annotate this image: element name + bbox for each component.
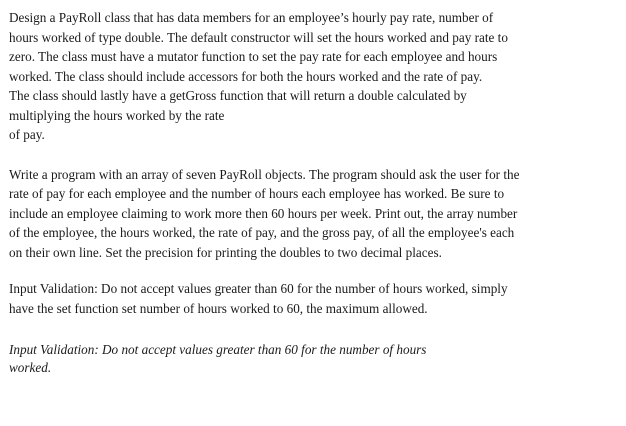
paragraph-class-description <box>9 8 621 145</box>
text-line: The class should lastly have a getGross function that will return a double calculated by <box>9 88 467 103</box>
text-line: Write a program with an array of seven PayRoll objects. The program should ask the user for the <box>9 166 520 182</box>
document-body <box>9 8 621 377</box>
paragraph-input-validation-italic <box>9 341 621 377</box>
text-line: of pay. <box>9 127 45 142</box>
text-line: of the employee, the hours worked, the rate of pay, and the gross pay, of all the employee's each <box>9 225 515 240</box>
text-line: hours worked of type double. The default constructor will set the hours worked and pay rate to <box>9 29 508 45</box>
text-line: worked. <box>9 360 52 375</box>
text-line: Input Validation: Do not accept values greater than 60 for the number of hours worked, simply <box>9 281 508 296</box>
text-line: worked. The class should include accessors for both the hours worked and the rate of pay. <box>9 68 483 84</box>
paragraph-program-description <box>9 165 621 263</box>
text-line: rate of pay for each employee and the number of hours each employee has worked. Be sure to <box>9 186 505 201</box>
paragraph-input-validation <box>9 279 621 318</box>
text-line: multiplying the hours worked by the rate <box>9 107 225 123</box>
text-line: have the set function set number of hours worked to 60, the maximum allowed. <box>9 300 428 316</box>
text-line: on their own line. Set the precision for printing the doubles to two decimal places. <box>9 244 442 260</box>
text-line: include an employee claiming to work more then 60 hours per week. Print out, the array number <box>9 205 518 221</box>
text-line: Input Validation: Do not accept values greater than 60 for the number of hours <box>9 342 427 357</box>
text-line: Design a PayRoll class that has data members for an employee’s hourly pay rate, number of <box>9 10 494 25</box>
text-line: zero. The class must have a mutator function to set the pay rate for each employee and hours <box>9 49 498 64</box>
